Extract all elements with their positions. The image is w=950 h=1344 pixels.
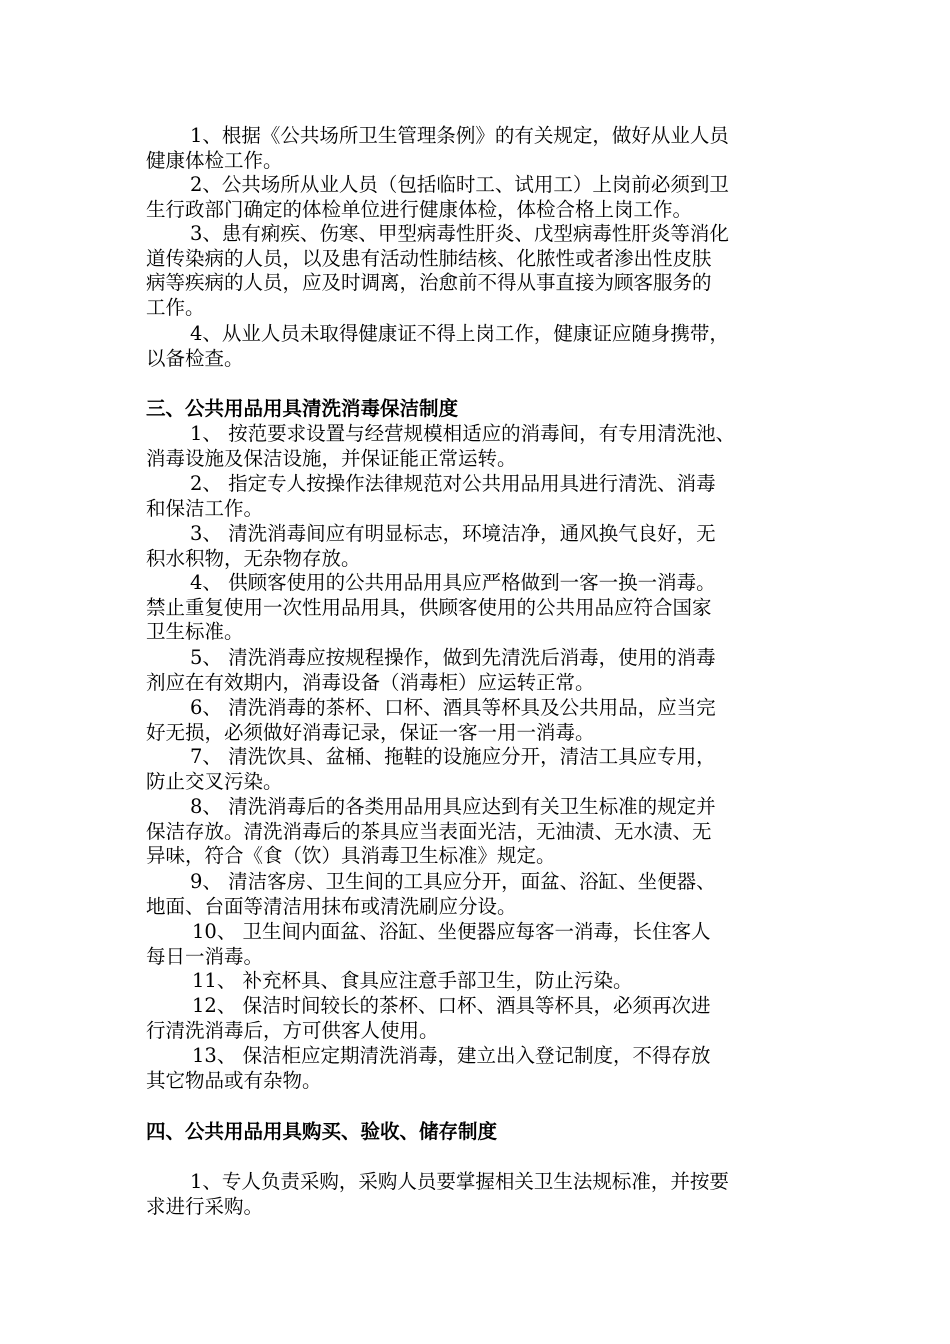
text-line: 4、 供顾客使用的公共用品用具应严格做到一客一换一消毒。 — [190, 571, 716, 594]
text-line: 生行政部门确定的体检单位进行健康体检，体检合格上岗工作。 — [146, 197, 693, 221]
text-line: 5、 清洗消毒应按规程操作，做到先清洗后消毒，使用的消毒 — [190, 646, 716, 669]
text-line: 保洁存放。清洗消毒后的茶具应当表面光洁，无油渍、无水渍、无 — [146, 819, 712, 843]
disinfection-item-12 — [146, 994, 811, 1043]
text-line: 异味，符合《食（饮）具消毒卫生标准》规定。 — [146, 844, 556, 867]
text-line: 11、 补充杯具、食具应注意手部卫生，防止污染。 — [192, 969, 633, 992]
text-line: 消毒设施及保洁设施，并保证能正常运转。 — [146, 446, 517, 470]
text-line: 卫生标准。 — [146, 620, 244, 643]
text-line: 2、公共场所从业人员（包括临时工、试用工）上岗前必须到卫 — [190, 173, 729, 196]
text-line: 健康体检工作。 — [146, 148, 283, 172]
disinfection-item-3 — [146, 522, 811, 571]
text-line: 积水积物，无杂物存放。 — [146, 546, 361, 570]
disinfection-item-11 — [146, 969, 811, 994]
text-line: 10、 卫生间内面盆、浴缸、坐便器应每客一消毒，长住客人 — [192, 920, 711, 943]
text-line: 和保洁工作。 — [146, 496, 264, 520]
health-check-item-2 — [146, 173, 811, 222]
text-line: 其它物品或有杂物。 — [146, 1068, 322, 1092]
text-line: 病等疾病的人员，应及时调离，治愈前不得从事直接为顾客服务的 — [146, 271, 712, 294]
disinfection-item-10 — [146, 920, 811, 969]
health-check-item-4 — [146, 322, 811, 371]
text-line: 禁止重复使用一次性用品用具，供顾客使用的公共用品应符合国家 — [146, 595, 712, 619]
disinfection-item-4 — [146, 571, 811, 645]
text-line: 13、 保洁柜应定期清洗消毒，建立出入登记制度，不得存放 — [192, 1044, 711, 1067]
text-line: 地面、台面等清洁用抹布或清洗刷应分设。 — [146, 894, 517, 918]
section-three-title: 三、公共用品用具清洗消毒保洁制度 — [146, 397, 459, 420]
text-line: 1、 按范要求设置与经营规模相适应的消毒间，有专用清洗池、 — [190, 422, 736, 445]
text-line: 4、从业人员未取得健康证不得上岗工作，健康证应随身携带， — [190, 322, 729, 345]
text-line: 6、 清洗消毒的茶杯、口杯、酒具等杯具及公共用品，应当完 — [190, 696, 716, 719]
text-line: 1、根据《公共场所卫生管理条例》的有关规定，做好从业人员 — [190, 124, 729, 147]
text-line: 防止交叉污染。 — [146, 769, 283, 793]
text-line: 道传染病的人员，以及患有活动性肺结核、化脓性或者渗出性皮肤 — [146, 246, 712, 270]
text-line: 3、患有痢疾、伤寒、甲型病毒性肝炎、戊型病毒性肝炎等消化 — [190, 222, 729, 245]
disinfection-item-13 — [146, 1044, 811, 1093]
text-line: 3、 清洗消毒间应有明显标志，环境洁净，通风换气良好，无 — [190, 522, 716, 545]
disinfection-item-9 — [146, 870, 811, 919]
text-line: 求进行采购。 — [146, 1194, 264, 1218]
text-line: 好无损，必须做好消毒记录，保证一客一用一消毒。 — [146, 720, 595, 744]
text-line: 行清洗消毒后，方可供客人使用。 — [146, 1018, 439, 1042]
text-line: 每日一消毒。 — [146, 944, 264, 968]
text-line: 1、专人负责采购，采购人员要掌握相关卫生法规标准，并按要 — [190, 1170, 729, 1193]
text-line: 12、 保洁时间较长的茶杯、口杯、酒具等杯具，必须再次进 — [192, 994, 711, 1017]
text-line: 9、 清洁客房、卫生间的工具应分开，面盆、浴缸、坐便器、 — [190, 870, 716, 893]
disinfection-item-7 — [146, 745, 811, 794]
text-line: 工作。 — [146, 295, 205, 319]
text-line: 8、 清洗消毒后的各类用品用具应达到有关卫生标准的规定并 — [190, 795, 716, 818]
text-line: 2、 指定专人按操作法律规范对公共用品用具进行清洗、消毒 — [190, 472, 716, 495]
text-line: 以备检查。 — [146, 346, 244, 370]
section-four-title: 四、公共用品用具购买、验收、储存制度 — [146, 1120, 498, 1143]
text-line: 7、 清洗饮具、盆桶、拖鞋的设施应分开，清洁工具应专用， — [190, 745, 716, 768]
purchase-item-1 — [146, 1170, 811, 1219]
disinfection-item-1 — [146, 422, 811, 471]
health-check-item-3 — [146, 222, 811, 320]
disinfection-item-8 — [146, 795, 811, 869]
disinfection-item-5 — [146, 646, 811, 695]
disinfection-item-2 — [146, 472, 811, 521]
disinfection-item-6 — [146, 696, 811, 745]
health-check-item-1 — [146, 124, 811, 173]
text-line: 剂应在有效期内，消毒设备（消毒柜）应运转正常。 — [146, 670, 595, 694]
